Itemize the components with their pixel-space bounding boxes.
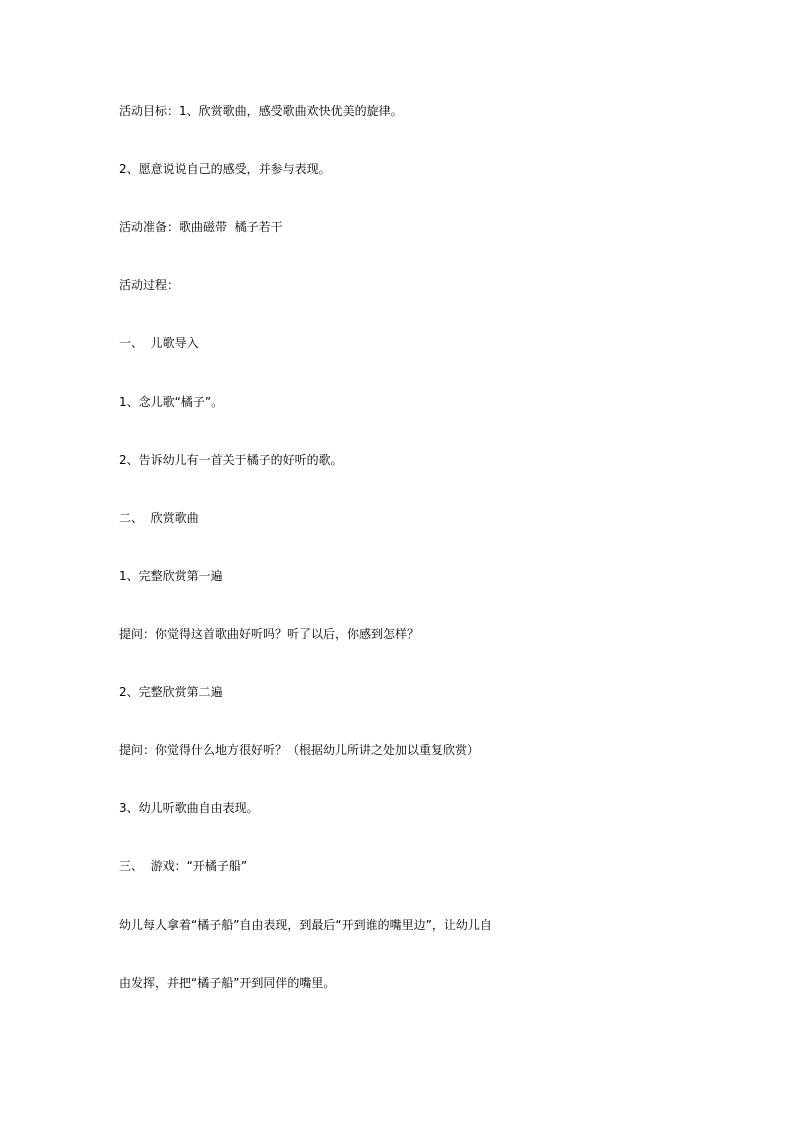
section-1-step-2: 2、告诉幼儿有一首关于橘子的好听的歌。 — [119, 453, 343, 467]
question-1: 提问：你觉得这首歌曲好听吗？听了以后，你感到怎样？ — [119, 627, 420, 641]
process-heading: 活动过程： — [119, 278, 180, 292]
preparation-line: 活动准备：歌曲磁带 橘子若干 — [119, 220, 283, 234]
game-description-line-2: 由发挥，并把“橘子船”开到同伴的嘴里。 — [119, 976, 336, 990]
section-2-heading: 二、 欣赏歌曲 — [119, 511, 199, 525]
section-2-step-3: 3、幼儿听歌曲自由表现。 — [119, 801, 259, 815]
goal-line-2: 2、愿意说说自己的感受，并参与表现。 — [119, 162, 331, 176]
section-3-heading: 三、 游戏：“开橘子船” — [119, 859, 248, 873]
section-1-heading: 一、 儿歌导入 — [119, 336, 199, 350]
section-2-step-1: 1、完整欣赏第一遍 — [119, 569, 223, 583]
section-1-step-1: 1、念儿歌“橘子”。 — [119, 395, 224, 409]
goal-line-1: 活动目标：1、欣赏歌曲，感受歌曲欢快优美的旋律。 — [119, 104, 403, 118]
section-2-step-2: 2、完整欣赏第二遍 — [119, 685, 223, 699]
game-description-line-1: 幼儿每人拿着“橘子船”自由表现，到最后“开到谁的嘴里边”，让幼儿自 — [119, 918, 492, 932]
question-2: 提问：你觉得什么地方很好听？（根据幼儿所讲之处加以重复欣赏） — [119, 743, 480, 757]
